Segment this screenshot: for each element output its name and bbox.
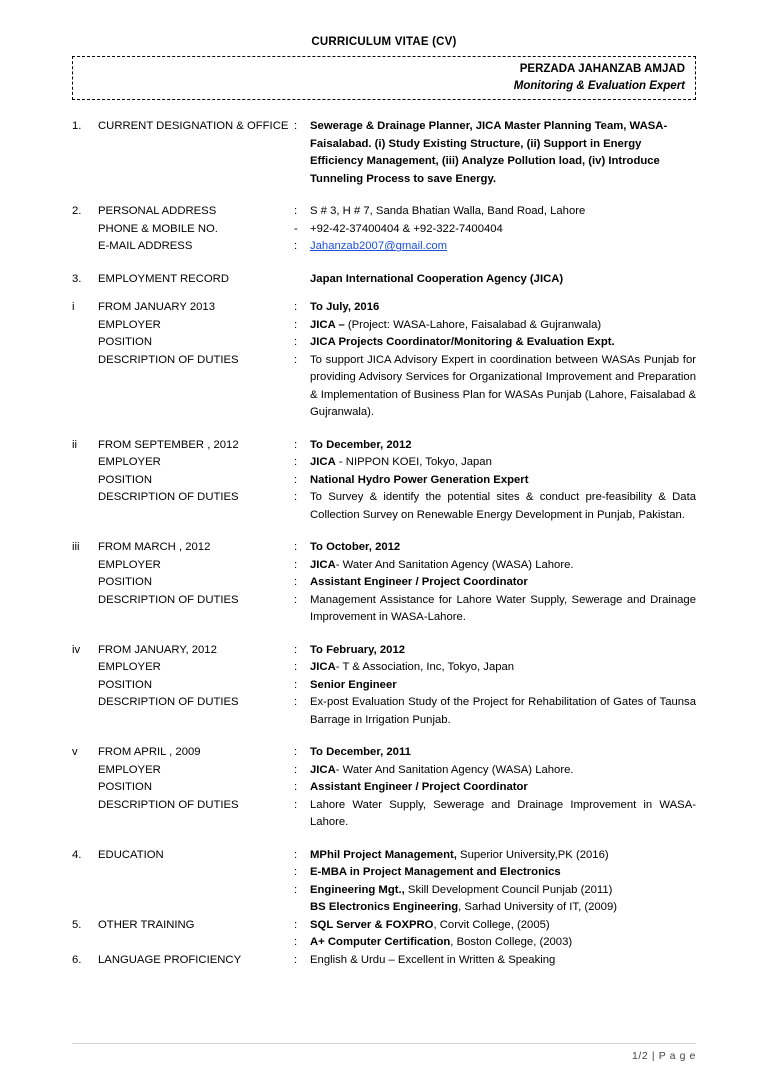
employer-organization: Japan International Cooperation Agency (JICA) [310, 272, 564, 285]
spacer [98, 864, 294, 882]
employer-name: JICA [310, 456, 336, 469]
entry-colon: : [294, 301, 298, 314]
employment-entry [72, 299, 696, 422]
section-language-proficiency [72, 952, 696, 970]
entry-from-label: FROM JANUARY, 2012 [98, 643, 217, 656]
entry-roman: i [72, 301, 75, 314]
spacer [98, 882, 294, 900]
training-name: SQL Server & FOXPRO [310, 918, 434, 931]
entry-colon: : [294, 336, 298, 349]
address-value: S # 3, H # 7, Sanda Bhatian Walla, Band Road, Lahore [310, 205, 586, 218]
section-label: CURRENT DESIGNATION & OFFICE [98, 120, 289, 133]
entry-from-label: FROM MARCH , 2012 [98, 541, 211, 554]
spacer [294, 271, 310, 289]
employment-entry [72, 642, 696, 730]
entry-from-label: FROM SEPTEMBER , 2012 [98, 438, 239, 451]
phone-label: PHONE & MOBILE NO. [98, 222, 218, 235]
employer-name: JICA [310, 763, 336, 776]
training-name: A+ Computer Certification [310, 936, 451, 949]
entry-employer-label: EMPLOYER [98, 661, 161, 674]
entry-colon: : [294, 781, 298, 794]
entry-duties-label: DESCRIPTION OF DUTIES [98, 696, 239, 709]
entry-employer-label: EMPLOYER [98, 558, 161, 571]
section-label: EMPLOYMENT RECORD [98, 272, 229, 285]
entry-colon: : [294, 696, 298, 709]
entry-employer-label: EMPLOYER [98, 318, 161, 331]
entry-employer-label: EMPLOYER [98, 763, 161, 776]
section-education [72, 847, 696, 917]
entry-colon: : [294, 318, 298, 331]
section-employment-record [72, 271, 696, 289]
spacer [72, 221, 98, 239]
employer-detail: - Water And Sanitation Agency (WASA) Lahore. [335, 558, 574, 571]
entry-position-label: POSITION [98, 781, 152, 794]
spacer [72, 797, 98, 832]
employment-entry [72, 437, 696, 525]
entry-employer-value [310, 659, 696, 677]
spacer [72, 489, 98, 524]
training-detail: , Corvit College, (2005) [433, 918, 550, 931]
entry-duties-label: DESCRIPTION OF DUTIES [98, 798, 239, 811]
entry-position-value: Senior Engineer [310, 678, 397, 691]
entry-from-label: FROM APRIL , 2009 [98, 746, 201, 759]
section-colon: : [294, 120, 298, 133]
education-detail: Superior University,PK (2016) [456, 848, 609, 861]
address-label: PERSONAL ADDRESS [98, 205, 217, 218]
entry-employer-value [310, 454, 696, 472]
page-footer [72, 1043, 696, 1062]
training-detail: , Boston College, (2003) [450, 936, 573, 949]
entry-duties-value: To Survey & identify the potential sites & conduct pre-feasibility & Data Collection Survey on Renewable Energy Development in Punjab, Pakistan. [310, 491, 696, 521]
spacer [98, 934, 294, 952]
employer-detail: - NIPPON KOEI, Tokyo, Japan [335, 456, 492, 469]
entry-colon: : [294, 798, 298, 811]
spacer [72, 659, 98, 677]
entry-position-value: JICA Projects Coordinator/Monitoring & Evaluation Expt. [310, 336, 615, 349]
section-colon: : [294, 848, 298, 861]
spacer [72, 762, 98, 780]
entry-employer-value [310, 317, 696, 335]
employer-name: JICA – [310, 318, 345, 331]
section-personal-address [72, 203, 696, 256]
email-link[interactable]: Jahanzab2007@gmail.com [310, 240, 448, 253]
section-number: 2. [72, 205, 82, 218]
employer-name: JICA [310, 661, 336, 674]
section-number: 6. [72, 953, 82, 966]
entry-position-label: POSITION [98, 473, 152, 486]
education-detail: Skill Development Council Punjab (2011) [404, 883, 613, 896]
employer-detail: - Water And Sanitation Agency (WASA) Lahore. [335, 763, 574, 776]
entry-colon: : [294, 661, 298, 674]
spacer [72, 899, 98, 917]
entry-colon: : [294, 541, 298, 554]
entry-colon: : [294, 763, 298, 776]
education-line [310, 899, 696, 917]
entry-employer-label: EMPLOYER [98, 456, 161, 469]
candidate-role: Monitoring & Evaluation Expert [513, 79, 685, 92]
education-line [310, 882, 696, 900]
entry-position-value: Assistant Engineer / Project Coordinator [310, 576, 528, 589]
spacer [72, 454, 98, 472]
section-number: 4. [72, 848, 82, 861]
spacer [72, 677, 98, 695]
spacer [72, 694, 98, 729]
section-number: 1. [72, 120, 82, 133]
entry-colon: : [294, 576, 298, 589]
spacer [72, 574, 98, 592]
entry-duties-label: DESCRIPTION OF DUTIES [98, 491, 239, 504]
section-number: 5. [72, 918, 82, 931]
section-label: OTHER TRAINING [98, 918, 195, 931]
entry-position-value: Assistant Engineer / Project Coordinator [310, 781, 528, 794]
employment-entry [72, 744, 696, 832]
section-colon: : [294, 918, 298, 931]
candidate-name: PERZADA JAHANZAB AMJAD [519, 63, 685, 75]
employer-name: JICA [310, 558, 336, 571]
phone-dash: - [294, 222, 298, 235]
entry-position-label: POSITION [98, 576, 152, 589]
section-value: Sewerage & Drainage Planner, JICA Master Planning Team, WASA-Faisalabad. (i) Study Existing Structure, (ii) Support in Energy Efficiency Management, (iii) Analyze Pollution load, (iv) Introduce Tunneling Process to save Energy. [310, 120, 668, 185]
entry-roman: v [72, 746, 78, 759]
entry-roman: iii [72, 541, 80, 554]
section-other-training [72, 917, 696, 952]
entry-duties-label: DESCRIPTION OF DUTIES [98, 593, 239, 606]
training-line [310, 917, 696, 935]
entry-position-label: POSITION [98, 678, 152, 691]
page-number: 1/2 | P a g e [631, 1050, 696, 1062]
entry-to-value: To December, 2011 [310, 746, 411, 759]
entry-colon: : [294, 438, 298, 451]
section-colon: : [294, 866, 298, 879]
employer-detail: (Project: WASA-Lahore, Faisalabad & Gujranwala) [344, 318, 602, 331]
entry-colon: : [294, 593, 298, 606]
training-line [310, 934, 696, 952]
section-colon: : [294, 883, 298, 896]
entry-duties-value: Management Assistance for Lahore Water Supply, Sewerage and Drainage Improvement in WASA-Lahore. [310, 593, 696, 624]
education-degree: Engineering Mgt., [310, 883, 405, 896]
spacer [72, 864, 98, 882]
section-colon: : [294, 953, 298, 966]
entry-colon: : [294, 456, 298, 469]
entry-employer-value [310, 557, 696, 575]
section-current-designation [72, 118, 696, 188]
spacer [72, 934, 98, 952]
education-detail: , Sarhad University of IT, (2009) [458, 901, 618, 914]
entry-to-value: To October, 2012 [310, 541, 401, 554]
language-value: English & Urdu – Excellent in Written & Speaking [310, 953, 556, 966]
spacer [72, 334, 98, 352]
employer-detail: - T & Association, Inc, Tokyo, Japan [335, 661, 515, 674]
section-colon: : [294, 205, 298, 218]
section-label: EDUCATION [98, 848, 164, 861]
section-colon: : [294, 240, 298, 253]
entry-duties-value: Lahore Water Supply, Sewerage and Drainage Improvement in WASA-Lahore. [310, 798, 696, 829]
candidate-header-box [72, 56, 696, 100]
education-degree: BS Electronics Engineering [310, 901, 459, 914]
entry-colon: : [294, 473, 298, 486]
entry-roman: ii [72, 438, 78, 451]
spacer [72, 779, 98, 797]
spacer [72, 317, 98, 335]
employment-entry [72, 539, 696, 627]
spacer [72, 592, 98, 627]
entry-to-value: To December, 2012 [310, 438, 412, 451]
entry-roman: iv [72, 643, 81, 656]
entry-duties-value: Ex-post Evaluation Study of the Project for Rehabilitation of Gates of Taunsa Barrage in Irrigation Punjab. [310, 696, 696, 726]
spacer [72, 472, 98, 490]
entry-duties-label: DESCRIPTION OF DUTIES [98, 353, 239, 366]
spacer [294, 899, 310, 917]
entry-from-label: FROM JANUARY 2013 [98, 301, 215, 314]
entry-to-value: To February, 2012 [310, 643, 406, 656]
email-label: E-MAIL ADDRESS [98, 240, 193, 253]
spacer [98, 899, 294, 917]
section-number: 3. [72, 272, 82, 285]
entry-colon: : [294, 643, 298, 656]
education-degree: MPhil Project Management, [310, 848, 457, 861]
spacer [72, 882, 98, 900]
entry-employer-value [310, 762, 696, 780]
entry-duties-value: To support JICA Advisory Expert in coordination between WASAs Punjab for providing Advisory Services for Organizational Improvement and Preparation & Implementation of Business Plan for WASAs Punjab (Lahore, Faisalabad & Gujranwala). [310, 353, 696, 419]
section-label: LANGUAGE PROFICIENCY [98, 953, 242, 966]
entry-colon: : [294, 746, 298, 759]
entry-colon: : [294, 558, 298, 571]
entry-to-value: To July, 2016 [310, 301, 380, 314]
spacer [72, 238, 98, 256]
entry-colon: : [294, 678, 298, 691]
entry-position-label: POSITION [98, 336, 152, 349]
education-line [310, 847, 696, 865]
entry-colon: : [294, 353, 298, 366]
education-degree: E-MBA in Project Management and Electronics [310, 866, 561, 879]
page-title: CURRICULUM VITAE (CV) [311, 36, 457, 48]
section-colon: : [294, 936, 298, 949]
education-line [310, 864, 696, 882]
phone-value: +92-42-37400404 & +92-322-7400404 [310, 222, 503, 235]
entry-position-value: National Hydro Power Generation Expert [310, 473, 529, 486]
entry-colon: : [294, 491, 298, 504]
spacer [72, 352, 98, 422]
spacer [72, 557, 98, 575]
